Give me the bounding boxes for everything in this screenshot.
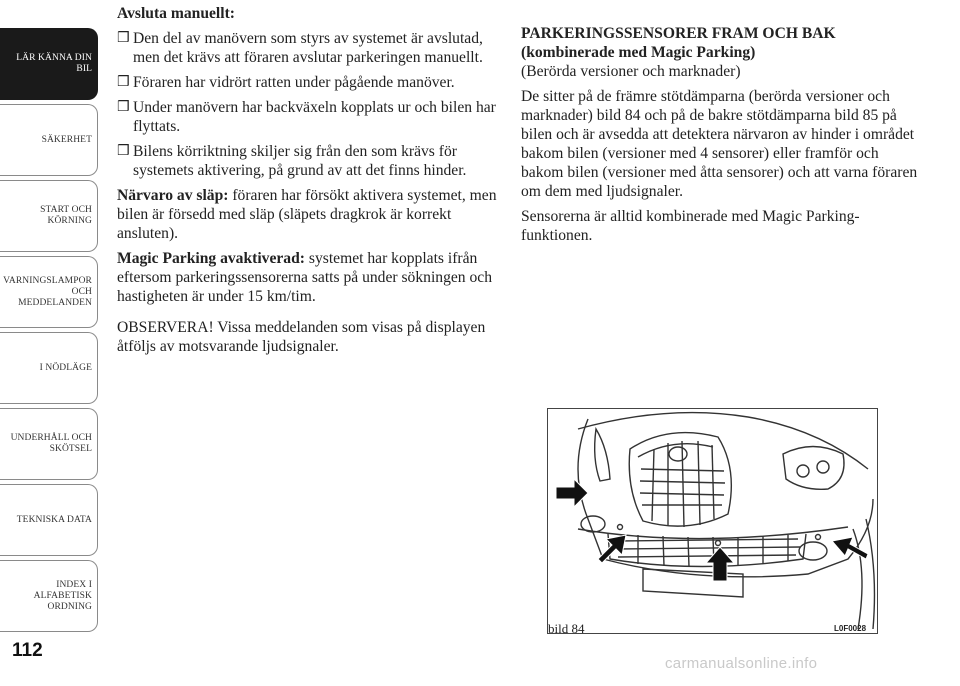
bullet-item: ❒ Föraren har vidrört ratten under pågående manöver. (117, 74, 455, 91)
note-paragraph: OBSERVERA! Vissa meddelanden som visas på displayen åtföljs av motsvarande ljudsignaler. (117, 319, 486, 355)
tab-underhall-och-skotsel[interactable]: UNDERHÅLL OCH SKÖTSEL (0, 408, 98, 480)
deactivated-label: Magic Parking avaktiverad: (117, 250, 305, 267)
left-column (117, 4, 502, 362)
tab-index[interactable]: INDEX I ALFABETISK ORDNING (0, 560, 98, 632)
section-heading-avsluta: Avsluta manuellt: (117, 5, 235, 22)
tab-i-nodlage[interactable]: I NÖDLÄGE (0, 332, 98, 404)
tab-start-och-korning[interactable]: START OCH KÖRNING (0, 180, 98, 252)
checkbox-bullet-icon: ❒ (117, 99, 130, 115)
right-column (521, 24, 921, 251)
checkbox-bullet-icon: ❒ (117, 74, 130, 90)
car-front-illustration (548, 409, 878, 634)
bullet-item: ❒ Under manövern har backväxeln kopplats ur och bilen har flyttats. (117, 99, 496, 135)
sensors-paragraph-2: Sensorerna är alltid kombinerade med Magic Parking-funktionen. (521, 208, 860, 244)
checkbox-bullet-icon: ❒ (117, 30, 130, 46)
sensors-heading: PARKERINGSSENSORER FRAM OCH BAK (kombinerade med Magic Parking) (521, 25, 836, 61)
figure-front-bumper (547, 408, 878, 634)
figure-caption: bild 84 (548, 621, 585, 636)
tab-tekniska-data[interactable]: TEKNISKA DATA (0, 484, 98, 556)
tab-varningslampor[interactable]: VARNINGSLAMPOR OCH MEDDELANDEN (0, 256, 98, 328)
tab-lar-kanna-din-bil[interactable]: LÄR KÄNNA DIN BIL (0, 28, 98, 100)
checkbox-bullet-icon: ❒ (117, 143, 130, 159)
trailer-label: Närvaro av släp: (117, 187, 229, 204)
deactivated-paragraph: Magic Parking avaktiverad: systemet har kopplats ifrån eftersom parkeringssensorerna satts på under sökningen och hastigheten är under 15 km/tim. (117, 250, 493, 305)
tab-sakerhet[interactable]: SÄKERHET (0, 104, 98, 176)
watermark: carmanualsonline.info (665, 655, 818, 672)
trailer-paragraph: Närvaro av släp: föraren har försökt aktivera systemet, men bilen är försedd med släp (släpets dragkrok är korrekt ansluten). (117, 187, 497, 242)
page-number: 112 (12, 640, 43, 661)
figure-code: L0F0028 (834, 624, 867, 633)
bullet-item: ❒ Den del av manövern som styrs av systemet är avslutad, men det krävs att föraren avslutar parkeringen manuellt. (117, 30, 483, 66)
chapter-sidebar (0, 0, 104, 640)
sensors-paragraph-1: De sitter på de främre stötdämparna (berörda versioner och marknader) bild 84 och på de bakre stötdämparna bild 85 på bilen och är avsedda att detektera närvaron av hinder i området bakom bilen (versioner med 4 sensorer) eller framför och bakom bilen (versioner med åtta sensorer) och att varna föraren om dem med ljudsignaler. (521, 88, 918, 200)
sensors-subheading: (Berörda versioner och marknader) (521, 63, 741, 80)
bullet-item: ❒ Bilens körriktning skiljer sig från den som krävs för systemets aktivering, på grund av att det finns hinder. (117, 143, 467, 179)
